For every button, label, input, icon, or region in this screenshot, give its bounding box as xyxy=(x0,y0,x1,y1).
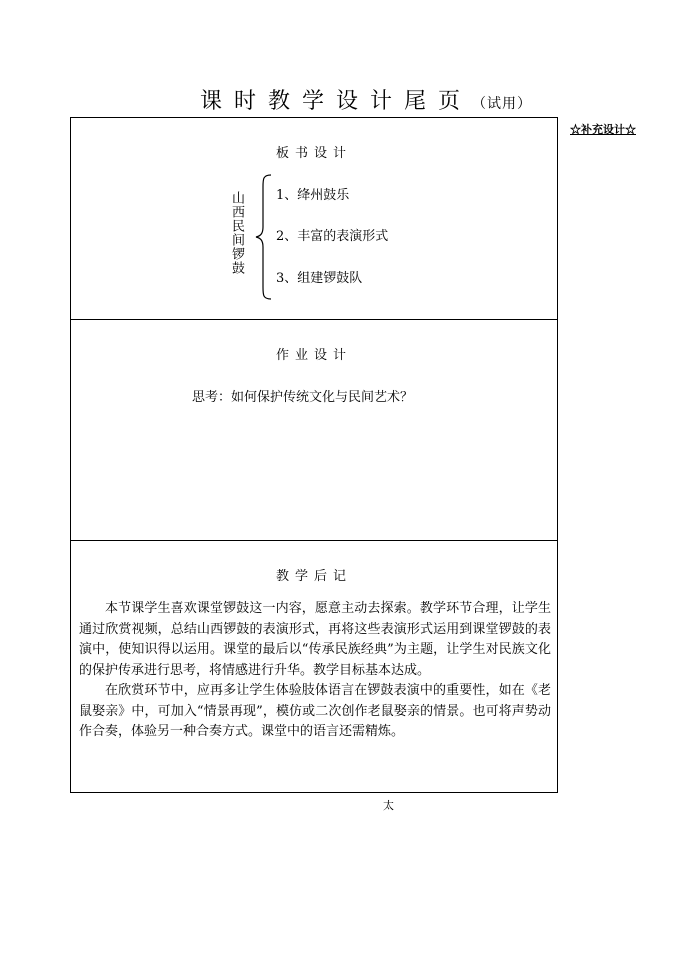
postscript-section xyxy=(71,541,557,794)
outline-item-2: 2、丰富的表演形式 xyxy=(276,229,389,244)
lesson-design-table xyxy=(70,117,558,793)
supplementary-design-note: ☆补充设计☆ xyxy=(570,123,636,136)
page-title-suffix: （试用） xyxy=(472,96,533,112)
curly-brace-icon xyxy=(255,173,273,301)
postscript-paragraph-1: 本节课学生喜欢课堂锣鼓这一内容，愿意主动去探索。教学环节合理，让学生通过欣赏视频，总结山西锣鼓的表演形式，再将这些表演形式运用到课堂锣鼓的表演中，使知识得以运用。课堂的最后以“传承民族经典”为主题，让学生对民族文化的保护传承进行思考，将情感进行升华。教学目标基本达成。 xyxy=(79,601,551,678)
board-design-section xyxy=(71,118,557,320)
outline-item-3: 3、组建锣鼓队 xyxy=(276,271,363,286)
board-design-heading: 板书设计 xyxy=(275,146,352,161)
board-topic-vertical-label: 山西民间锣鼓 xyxy=(229,191,244,275)
page-title xyxy=(200,84,532,115)
postscript-paragraph-2: 在欣赏环节中，应再多让学生体验肢体语言在锣鼓表演中的重要性，如在《老鼠娶亲》中，可加入“情景再现”，模仿或二次创作老鼠娶亲的情景。也可将声势动作合奏，体验另一种合奏方式。课堂中的语言还需精炼。 xyxy=(79,683,551,739)
homework-heading: 作业设计 xyxy=(275,348,352,363)
footer-mark: 太 xyxy=(383,799,394,812)
page-title-text: 课时教学设计尾页 xyxy=(200,89,473,114)
homework-section xyxy=(71,320,557,541)
outline-item-1: 1、绛州鼓乐 xyxy=(276,188,350,203)
postscript-body xyxy=(79,599,551,743)
postscript-heading: 教学后记 xyxy=(275,569,352,584)
homework-question: 思考：如何保护传统文化与民间艺术？ xyxy=(192,390,414,405)
